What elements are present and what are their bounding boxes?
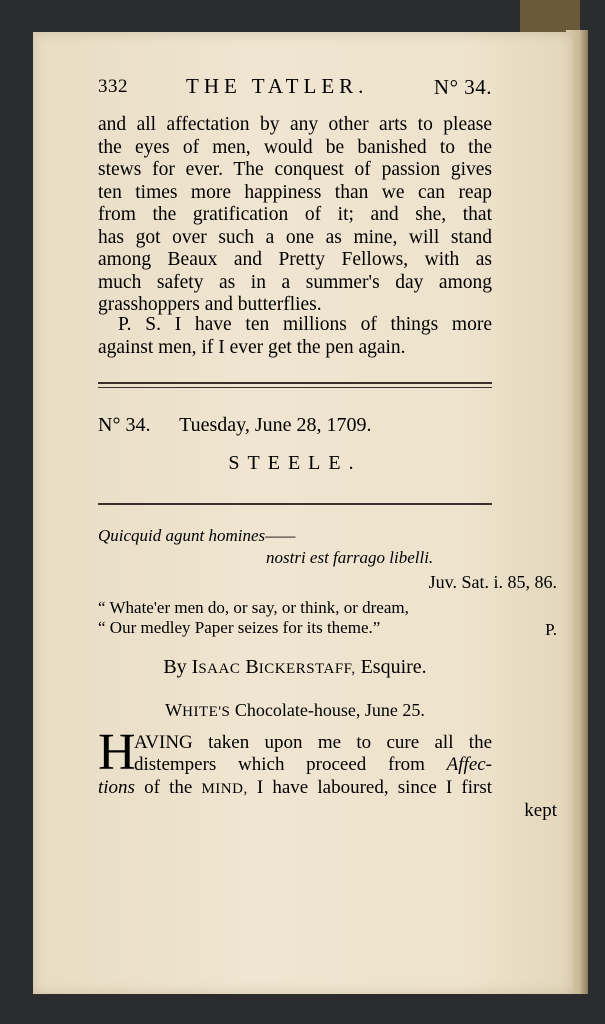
issue-date: Tuesday, June 28, 1709. bbox=[179, 414, 372, 436]
motto-latin-2: nostri est farrago libelli. bbox=[266, 548, 434, 567]
dateline-w: W bbox=[165, 700, 183, 720]
intro-line-2 bbox=[134, 754, 492, 776]
section-rule-bottom bbox=[98, 387, 492, 388]
byline-last-rest: ICKERSTAFF, bbox=[258, 661, 356, 677]
intro-line-3-smallcap: MIND, bbox=[201, 781, 248, 797]
text-line: ten times more happiness than we can reap bbox=[98, 181, 492, 203]
motto-verse-initial: P. bbox=[545, 620, 557, 639]
postscript bbox=[98, 314, 492, 359]
issue-author: STEELE. bbox=[228, 452, 362, 474]
motto-verse-1: “ Whate'er men do, or say, or think, or dream, bbox=[98, 598, 409, 617]
body-text-top bbox=[98, 114, 492, 317]
text-line: and all affectation by any other arts to please bbox=[98, 114, 492, 135]
dateline-rest: Chocolate-house, June 25. bbox=[234, 700, 425, 720]
text-line: grasshoppers and butterflies. bbox=[98, 294, 322, 315]
intro-line-2-text: distempers which proceed from bbox=[134, 754, 425, 775]
text-line: from the gratification of it; and she, that bbox=[98, 204, 492, 225]
motto-citation: Juv. Sat. i. 85, 86. bbox=[428, 572, 557, 592]
motto-verse-2: “ Our medley Paper seizes for its theme.” bbox=[98, 618, 381, 637]
running-title: THE TATLER. bbox=[186, 74, 369, 98]
byline-suffix: Esquire. bbox=[360, 656, 427, 678]
intro-line-3-italic: tions bbox=[98, 777, 135, 798]
dateline-place bbox=[98, 700, 492, 721]
motto-latin-1: Quicquid agunt homines—— bbox=[98, 526, 296, 545]
issue-number: N° 34. bbox=[98, 414, 151, 436]
postscript-line: P. S. I have ten millions of things more bbox=[118, 314, 492, 335]
text-line: much safety as in a summer's day among bbox=[98, 271, 492, 293]
text-line: among Beaux and Pretty Fellows, with as bbox=[98, 249, 492, 270]
byline bbox=[98, 656, 492, 679]
intro-line-3 bbox=[98, 777, 492, 799]
text-line: stews for ever. The conquest of passion gives bbox=[98, 159, 492, 180]
intro-line-2-italic: Affec- bbox=[446, 754, 493, 775]
byline-last-initial: B bbox=[245, 656, 259, 678]
byline-first-rest: SAAC bbox=[198, 661, 241, 677]
intro-line-3-text-b: I have laboured, since I first bbox=[256, 777, 493, 798]
issue-dateline bbox=[98, 414, 492, 437]
intro-line-1: AVING taken upon me to cure all the bbox=[134, 732, 492, 753]
byline-by: By bbox=[163, 656, 187, 678]
issue-number-header: N° 34. bbox=[433, 75, 492, 99]
catchword: kept bbox=[524, 800, 557, 821]
section-rule-top bbox=[98, 382, 492, 384]
intro-line-3-text-a: of the bbox=[144, 777, 193, 798]
page-number: 332 bbox=[98, 76, 128, 97]
running-header bbox=[98, 74, 492, 104]
postscript-line: against men, if I ever get the pen again. bbox=[98, 336, 406, 358]
text-line: has got over such a one as mine, will stand bbox=[98, 226, 492, 248]
text-line: the eyes of men, would be banished to the bbox=[98, 136, 492, 158]
motto-rule bbox=[98, 503, 492, 505]
drop-cap: H bbox=[98, 724, 136, 781]
dateline-hite: HITE'S bbox=[182, 704, 231, 720]
byline-first-initial: I bbox=[191, 656, 199, 678]
